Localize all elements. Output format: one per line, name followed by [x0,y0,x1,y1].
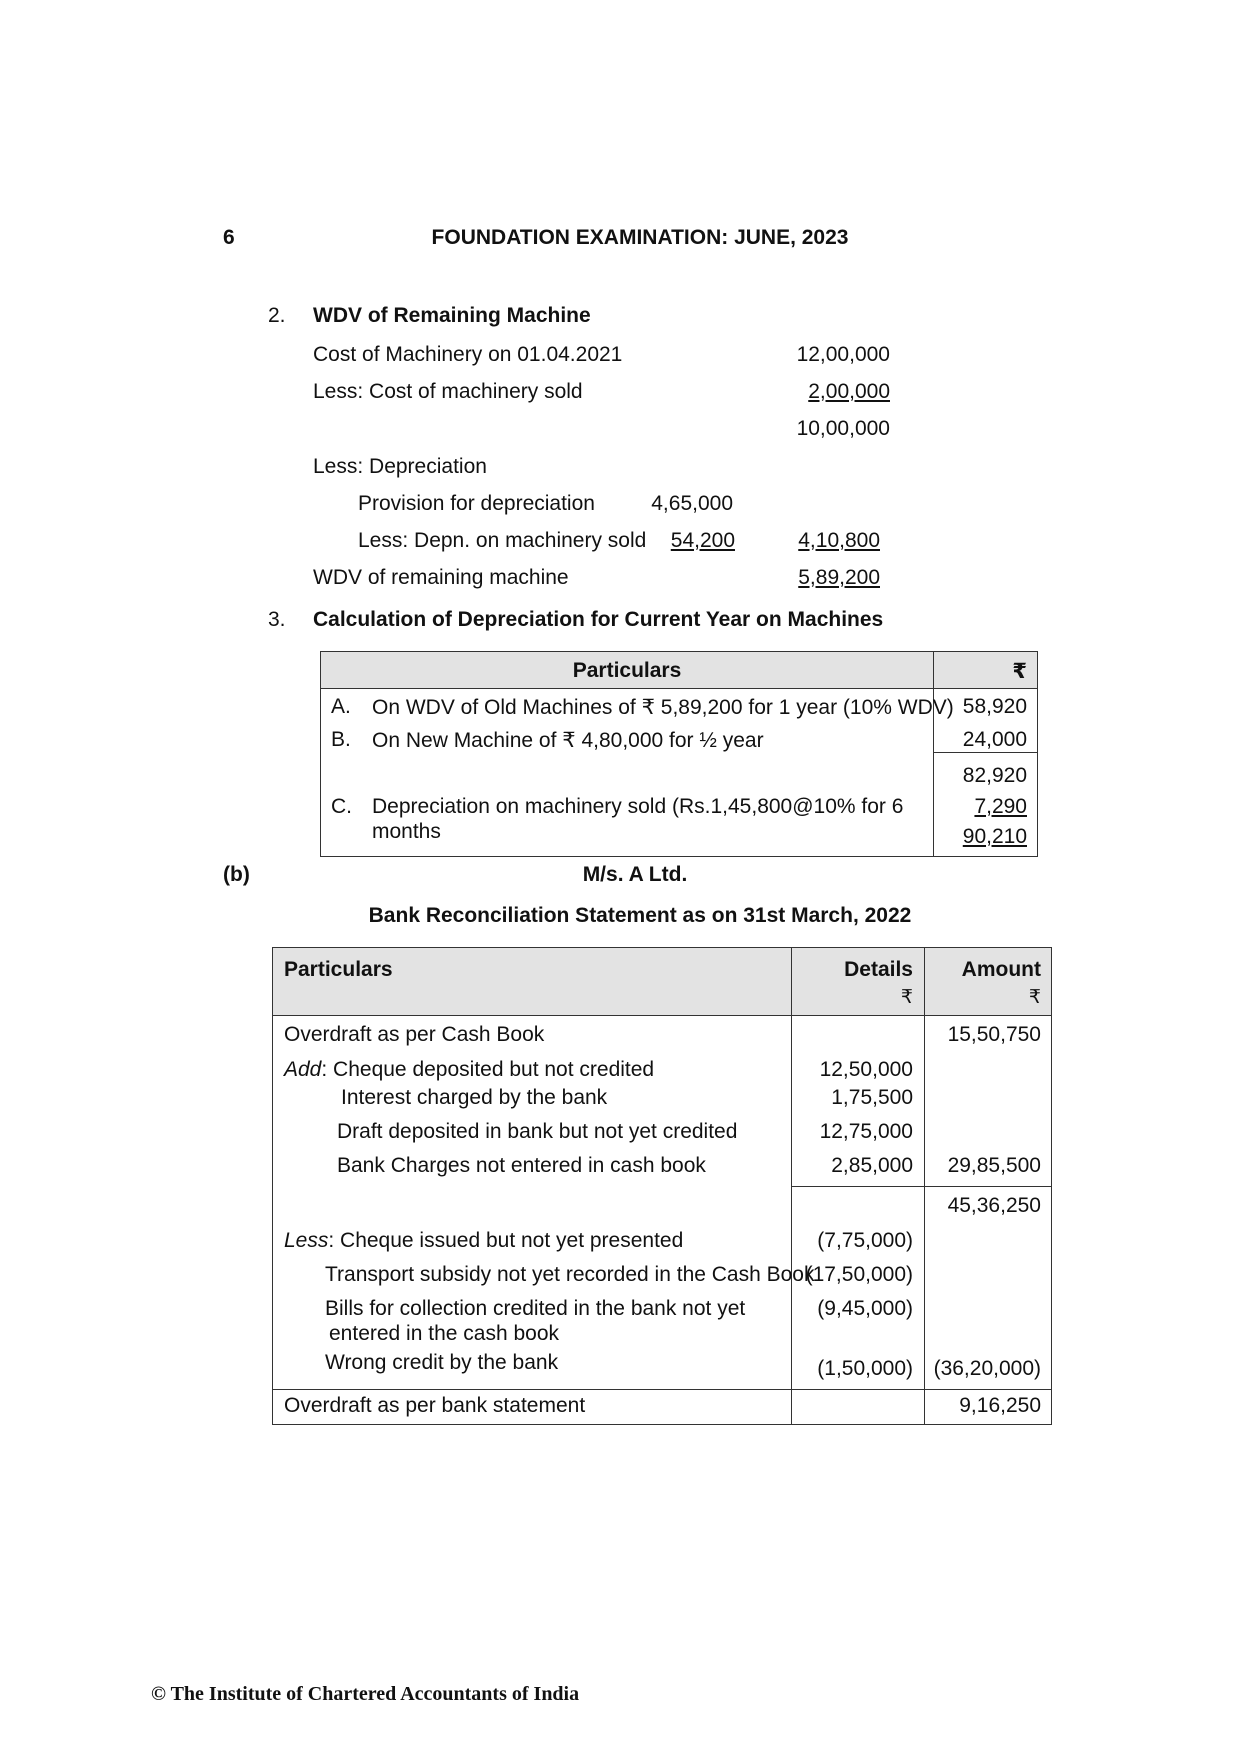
row-c-text-line1: Depreciation on machinery sold (Rs.1,45,800@10% for 6 [372,795,904,818]
col-amount-rupee: ₹ [1028,987,1041,1008]
col-amount: Amount [961,958,1041,981]
bank-reconciliation-table [272,947,1052,1425]
remaining-label: WDV of remaining machine [313,566,569,589]
less-item-details: (1,50,000) [817,1357,913,1380]
section-heading: Calculation of Depreciation for Current Year on Machines [313,608,884,631]
less-depreciation-label: Less: Depreciation [313,455,487,478]
add-item-text: Bank Charges not entered in cash book [337,1154,706,1177]
row-c-amount: 7,290 [974,795,1027,818]
net-depreciation-value: 4,10,800 [798,529,880,552]
opening-amount: 15,50,750 [947,1023,1041,1046]
col-details-rupee: ₹ [900,987,913,1008]
page-title: FOUNDATION EXAMINATION: JUNE, 2023 [431,226,849,249]
less-item-details: (9,45,000) [817,1297,913,1320]
add-item-text: : Cheque deposited but not credited [321,1058,655,1081]
subtotal-value: 10,00,000 [796,417,890,440]
col-details: Details [844,958,913,981]
add-item-details: 2,85,000 [831,1154,913,1177]
running-total: 45,36,250 [947,1194,1041,1217]
less-item-text: Bills for collection credited in the bank not yet [325,1297,746,1320]
add-item-text: Draft deposited in bank but not yet credited [337,1120,738,1143]
cost-value: 12,00,000 [796,343,890,366]
row-letter: B. [331,728,351,751]
row-amount: 24,000 [962,728,1027,751]
company-name: M/s. A Ltd. [582,863,688,886]
depreciation-table [320,651,1038,857]
sold-label: Less: Cost of machinery sold [313,380,583,403]
part-label: (b) [223,863,250,886]
row-c-text-line2: months [372,820,441,843]
sold-value: 2,00,000 [808,380,890,403]
provision-value: 4,65,000 [651,492,733,515]
row-amount: 58,920 [962,695,1027,718]
less-item-details: (17,50,000) [805,1263,913,1286]
closing-label: Overdraft as per bank statement [284,1394,586,1417]
row-text: On New Machine of ₹ 4,80,000 for ½ year [372,729,764,752]
section-number: 2. [268,304,286,327]
add-row [284,1058,654,1082]
less-prefix: Less [284,1229,329,1252]
less-item-text: Wrong credit by the bank [325,1351,559,1374]
less-item-text: Transport subsidy not yet recorded in the Cash Book [325,1263,815,1286]
add-item-details: 1,75,500 [831,1086,913,1109]
col-particulars: Particulars [284,958,393,981]
less-item-text: entered in the cash book [329,1322,559,1345]
depn-sold-value: 54,200 [670,529,735,552]
subtotal-amount: 82,920 [962,764,1027,787]
page-number: 6 [223,226,235,249]
opening-label: Overdraft as per Cash Book [284,1023,545,1046]
section-number: 3. [268,608,286,631]
copyright-footer: © The Institute of Chartered Accountants of India [151,1683,580,1705]
col-particulars: Particulars [572,659,682,682]
remaining-value: 5,89,200 [798,566,880,589]
add-item-details: 12,75,000 [819,1120,913,1143]
less-item-text: : Cheque issued but not yet presented [328,1229,684,1252]
closing-amount: 9,16,250 [959,1394,1041,1417]
total-amount: 90,210 [962,825,1027,848]
less-row [284,1229,683,1253]
cost-label: Cost of Machinery on 01.04.2021 [313,343,623,366]
statement-title: Bank Reconciliation Statement as on 31st March, 2022 [368,904,912,927]
section-heading: WDV of Remaining Machine [313,304,591,327]
row-text: On WDV of Old Machines of ₹ 5,89,200 for 1 year (10% WDV) [372,696,954,719]
add-total: 29,85,500 [947,1154,1041,1177]
less-total: (36,20,000) [933,1357,1041,1380]
col-rupee: ₹ [1012,660,1027,683]
add-prefix: Add [284,1058,322,1081]
add-item-text: Interest charged by the bank [341,1086,608,1109]
depn-sold-label: Less: Depn. on machinery sold [358,529,647,552]
row-letter: C. [331,795,352,818]
add-item-details: 12,50,000 [819,1058,913,1081]
provision-label: Provision for depreciation [358,492,595,515]
row-letter: A. [331,695,351,718]
less-item-details: (7,75,000) [817,1229,913,1252]
